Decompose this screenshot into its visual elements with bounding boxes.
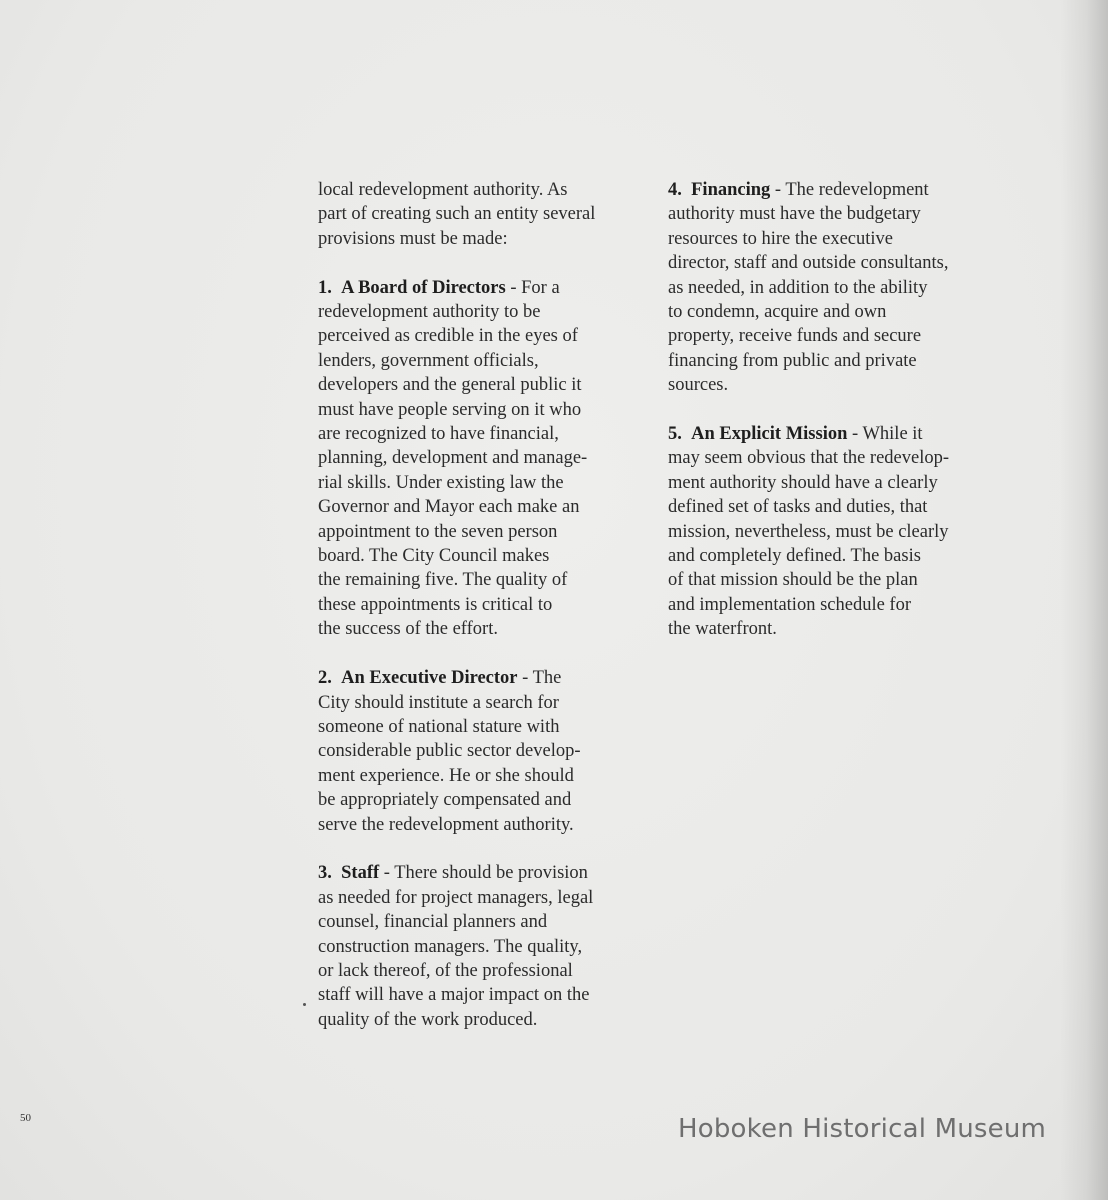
provision-number: 2. (318, 668, 332, 689)
provision-explicit-mission (668, 422, 978, 642)
left-column (318, 178, 618, 1057)
page-gutter-shadow (1060, 0, 1108, 1200)
intro-paragraph: local redevelopment authority. As part of creating such an entity several provisions must be made: (318, 180, 596, 249)
provision-number: 4. (668, 180, 682, 200)
museum-watermark: Hoboken Historical Museum (678, 1114, 1047, 1144)
provision-heading: A Board of Directors (341, 277, 506, 298)
provision-body: - While it may seem obvious that the redevelop- ment authority should have a clearly defined set of tasks and duties, that mission, nevertheless, must be clearly and completely defined. The basis of that mission should be the plan and implementation schedule for the waterfront. (668, 424, 950, 640)
provision-heading: An Executive Director (341, 668, 518, 689)
provision-body: - There should be provision as needed for project managers, legal counsel, financial planners and construction managers. The quality, or lack thereof, of the professional staff will have a major impact on the quality of the work produced. (318, 863, 594, 1030)
provision-heading: An Explicit Mission (691, 424, 848, 445)
print-speck (303, 1003, 306, 1006)
right-column (668, 178, 978, 666)
provision-number: 1. (318, 277, 332, 298)
page-number: 50 (20, 1112, 31, 1124)
provision-staff (318, 861, 618, 1032)
provision-number: 3. (318, 863, 332, 884)
provision-body: - The City should institute a search for someone of national stature with considerable public sector develop- ment experience. He or she should be appropriately compensated and serve the redevelopment authority. (318, 668, 581, 835)
provision-body: - The redevelopment authority must have the budgetary resources to hire the executive director, staff and outside consultants, as needed, in addition to the ability to condemn, acquire and own property, receive funds and secure financing from public and private sources. (668, 180, 949, 396)
provision-board-of-directors (318, 276, 618, 642)
provision-executive-director (318, 666, 618, 837)
provision-financing (668, 178, 978, 398)
provision-number: 5. (668, 424, 682, 445)
provision-body: - For a redevelopment authority to be perceived as credible in the eyes of lenders, government officials, developers and the general public it must have people serving on it who are recognized to have financial, planning, development and manage- rial skills. Under existing law the Governor and Mayor each make an appointment to the seven person board. The City Council makes the remaining five. The quality of these appointments is critical to the success of the effort. (318, 277, 588, 640)
provision-heading: Financing (691, 180, 771, 200)
provision-heading: Staff (341, 863, 380, 884)
